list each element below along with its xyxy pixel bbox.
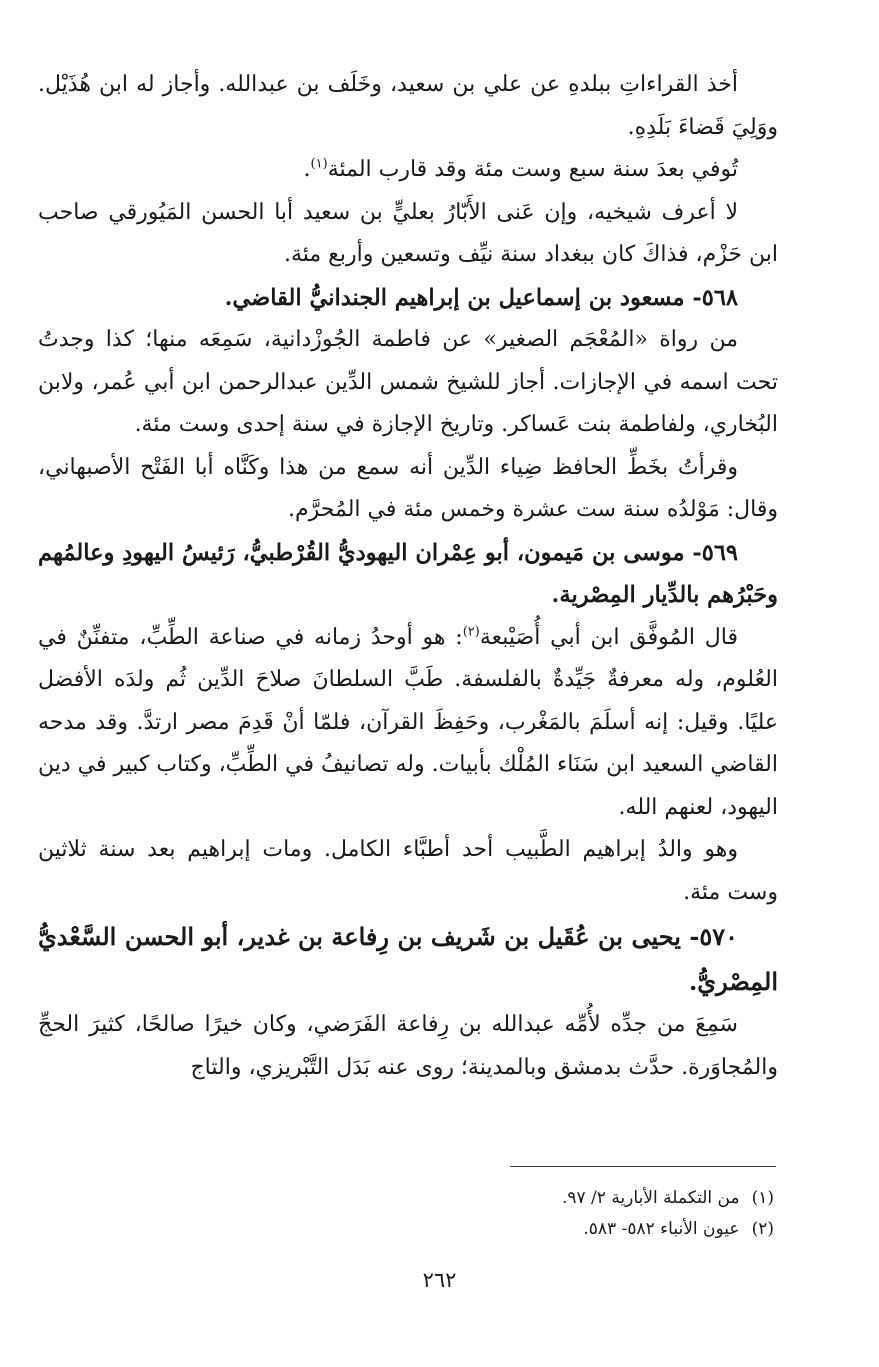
entry-heading-569: [38, 532, 778, 617]
paragraph-4: من رواة «المُعْجَم الصغير» عن فاطمة الجُوزْدانية، سَمِعَه منها؛ كذا وجدتُ تحت اسمه في الإجازات. أجاز للشيخ شمس الدِّين عبدالرحمن ابن أبي عُمر، ولابن البُخاري، ولفاطمة بنت عَساكر. وتاريخ الإجازة في سنة إحدى وست مئة.: [38, 327, 778, 437]
footnote-number: (١): [751, 1188, 774, 1208]
footnote-1: [300, 1183, 774, 1214]
entry-title: مسعود بن إسماعيل بن إبراهيم الجندانيُّ القاضي.: [224, 284, 685, 311]
entry-number: ٥٦٩-: [692, 539, 738, 566]
footnote-number: (٢): [751, 1219, 774, 1239]
paragraph-1: أخذ القراءاتِ ببلدهِ عن علي بن سعيد، وخَلَف بن عبدالله. وأجاز له ابن هُذَيْل. ووَلِيَ قَضاءَ بَلَدِهِ.: [38, 72, 778, 140]
paragraph-2: [38, 149, 778, 192]
entry-number: ٥٦٨-: [692, 284, 738, 311]
entry-heading-568: [38, 277, 778, 320]
footnotes: [300, 1183, 774, 1245]
footnote-ref-1[interactable]: (١): [310, 156, 328, 172]
page-body: [38, 64, 778, 1089]
paragraph-7: وهو والدُ إبراهيم الطَّبيب أحد أطبَّاء الكامل. ومات إبراهيم بعد سنة ثلاثين وست مئة.: [38, 837, 778, 905]
paragraph-5: وقرأتُ بخَطِّ الحافظ ضِياء الدِّين أنه سمع من هذا وكَنَّاه أبا الفَتْح الأصبهاني، وقال: مَوْلدُه سنة ست عشرة وخمس مئة في المُحرَّم.: [38, 454, 778, 522]
footnote-divider: [510, 1166, 776, 1167]
entry-title: يحيى بن عُقَيل بن شَريف بن رِفاعة بن غدير، أبو الحسن السَّعْديُّ المِصْريُّ.: [38, 922, 778, 996]
paragraph-2-tail: .: [303, 157, 311, 182]
page-number: ٢٦٢: [422, 1268, 457, 1292]
entry-number: ٥٧٠-: [689, 922, 738, 951]
paragraph-8: سَمِعَ من جدِّه لأُمِّه عبدالله بن رِفاعة الفَرَضي، وكان خيرًا صالحًا، كثيرَ الحجِّ والمُجاوَرة. حدَّث بدمشق وبالمدينة؛ روى عنه بَدَل التَّبْريزي، والتاج: [38, 1012, 778, 1080]
footnote-text: عيون الأنباء ٥٨٢- ٥٨٣.: [583, 1219, 740, 1239]
entry-title: موسى بن مَيمون، أبو عِمْران اليهوديُّ القُرْطبيُّ، رَئيسُ اليهودِ وعالمُهم وحَبْرُهم بالدِّيار المِصْرية.: [38, 539, 778, 608]
paragraph-6: [38, 617, 778, 830]
paragraph-2-text: تُوفي بعدَ سنة سبع وست مئة وقد قارب المئة: [327, 157, 738, 182]
entry-heading-570: [38, 914, 778, 1004]
paragraph-3: لا أعرف شيخيه، وإن عَنى الأَبّارُ بعليٍّ بن سعيد أبا الحسن المَيُورقي صاحب ابن حَزْم، فذاكَ كان ببغداد سنة نيِّف وتسعين وأربع مئة.: [38, 199, 778, 267]
paragraph-6-text: قال المُوفَّق ابن أبي أُصَيْبعة: [479, 624, 738, 650]
footnote-2: [300, 1214, 774, 1245]
paragraph-6-tail: : هو أوحدُ زمانه في صناعة الطِّبِّ، متفنِّنٌ في العُلوم، وله معرفةٌ جَيِّدةٌ بالفلسفة. طَبَّ السلطانَ صلاحَ الدِّين ثُم ولدَه الأفضل عليًا. وقيل: إنه أسلَمَ بالمَغْرب، وحَفِظَ القرآن، فلمّا أنْ قَدِمَ مصر ارتدَّ. وقد مدحه القاضي السعيد ابن سَنَاء المُلْك بأبيات. وله تصانيفُ في الطِّبِّ، وكتاب كبير في دين اليهود، لعنهم الله.: [38, 624, 778, 820]
footnote-text: من التكملة الأبارية ٢/ ٩٧.: [561, 1188, 740, 1208]
footnote-ref-2[interactable]: (٢): [462, 624, 480, 640]
